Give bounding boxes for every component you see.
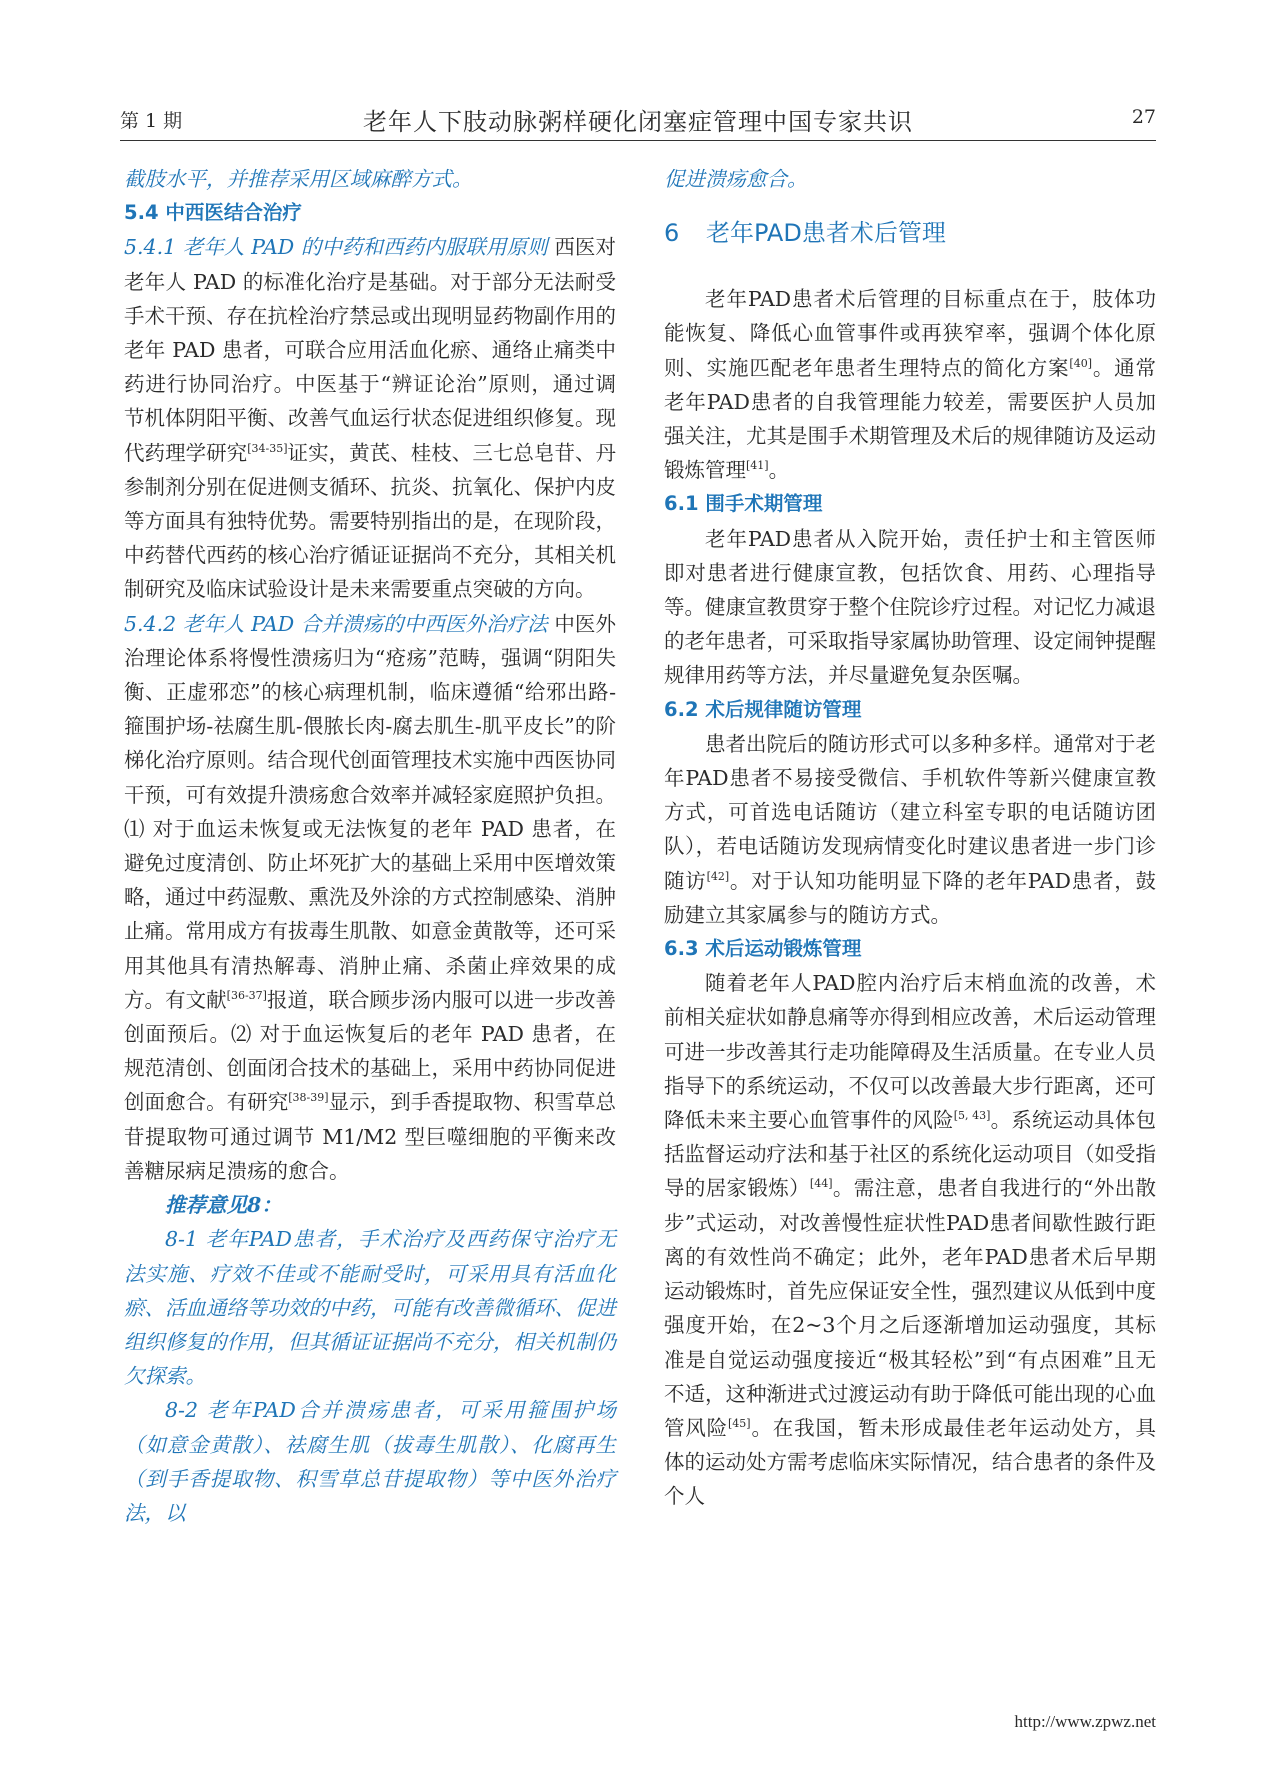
paragraph-text: 。在我国，暂未形成最佳老年运动处方，具体的运动处方需考虑临床实际情况，结合患者的条件及个人 <box>664 1415 1157 1509</box>
paragraph-6 <box>664 282 1156 487</box>
paragraph-text: 随着老年人PAD腔内治疗后末梢血流的改善，术前相关症状如静息痛等亦得到相应改善，术后运动管理可进一步改善其行走功能障碍及生活质量。在专业人员指导下的系统运动，不仅可以改善最大步行距离，还可降低未来主要心血管事件的风险 <box>664 971 1156 1133</box>
header-divider <box>120 140 1156 141</box>
paragraph-text: 患者出院后的随访形式可以多种多样。通常对于老年PAD患者不易接受微信、手机软件等新兴健康宣教方式，可首选电话随访（建立科室专职的电话随访团队），若电话随访发现病情变化时建议患者进一步门诊随访 <box>664 731 1156 893</box>
paragraph-text: 显示，到手香提取物、积雪草总苷提取物可通过调节 M1/M2 型巨噬细胞的平衡来改善糖尿病足溃疡的愈合。 <box>124 1090 617 1183</box>
paragraph-6-2 <box>664 727 1156 932</box>
citation[interactable]: [45] <box>728 1417 751 1431</box>
subsection-heading-5-4-2: 5.4.2 老年人 PAD 合并溃疡的中西医外治疗法 <box>124 611 548 636</box>
recommendation-title: 推荐意见8： <box>165 1193 282 1218</box>
section-heading-6-3: 6.3 术后运动锻炼管理 <box>664 937 862 961</box>
paragraph-text: 。系统运动具体包括监督运动疗法和基于社区的系统化运动项目（如受指导的居家锻炼） <box>664 1108 1157 1201</box>
citation[interactable]: [5, 43] <box>953 1109 991 1123</box>
paragraph-text: 西医对老年人 PAD 的标准化治疗是基础。对于部分无法耐受手术干预、存在抗栓治疗禁忌或出现明显药物副作用的老年 PAD 患者，可联合应用活血化瘀、通络止痛类中药进行协同治疗。中医基于“辨证论治”原则，通过调节机体阴阳平衡、改善气血运行状态促进组织修复。现代药理学研究 <box>124 235 616 465</box>
journal-article-title: 老年人下肢动脉粥样硬化闭塞症管理中国专家共识 <box>363 108 913 136</box>
citation[interactable]: [38-39] <box>288 1091 329 1105</box>
citation[interactable]: [44] <box>809 1177 833 1191</box>
section-heading-6-1: 6.1 围手术期管理 <box>664 492 823 516</box>
section-heading-6-2: 6.2 术后规律随访管理 <box>664 697 862 721</box>
paragraph-text: 证实，黄芪、桂枝、三七总皂苷、丹参制剂分别在促进侧支循环、抗炎、抗氧化、保护内皮等方面具有独特优势。需要特别指出的是，在现阶段，中药替代西药的核心治疗循证证据尚不充分，其相关机制研究及临床试验设计是未来需要重点突破的方向。 <box>124 440 617 602</box>
paragraph-6-1: 老年PAD患者从入院开始，责任护士和主管医师即对患者进行健康宣教，包括饮食、用药、心理指导等。健康宣教贯穿于整个住院诊疗过程。对记忆力减退的老年患者，可采取指导家属协助管理、设定闹钟提醒规律用药等方法，并尽量避免复杂医嘱。 <box>664 526 1156 688</box>
paragraph-text: 。 <box>768 458 790 483</box>
recommendation-continuation: 促进溃疡愈合。 <box>664 167 808 191</box>
recommendation-8-1: 8-1 老年PAD患者，手术治疗及西药保守治疗无法实施、疗效不佳或不能耐受时，可采用具有活血化瘀、活血通络等功效的中药，可能有改善微循环、促进组织修复的作用，但其循证证据尚不充分，相关机制仍欠探索。 <box>124 1227 616 1389</box>
subsection-heading-5-4-1: 5.4.1 老年人 PAD 的中药和西药内服联用原则 <box>124 235 548 260</box>
running-header <box>120 100 1156 140</box>
paragraph-continuation: 截肢水平，并推荐采用区域麻醉方式。 <box>124 167 473 191</box>
citation[interactable]: [41] <box>746 459 769 473</box>
citation[interactable]: [36-37] <box>226 989 267 1003</box>
paragraph-text: 。通常老年PAD患者的自我管理能力较差，需要医护人员加强关注，尤其是围手术期管理及术后的规律随访及运动锻炼管理 <box>664 355 1157 483</box>
section-number: 6 <box>664 219 680 248</box>
citation[interactable]: [40] <box>1069 356 1092 370</box>
section-title: 老年PAD患者术后管理 <box>706 219 946 248</box>
left-column <box>124 162 616 1530</box>
paragraph-text: 。需注意，患者自我进行的“外出散步”式运动，对改善慢性症状性PAD患者间歇性跛行距离的有效性尚不确定；此外，老年PAD患者术后早期运动锻炼时，首先应保证安全性，强烈建议从低到中度强度开始，在2~3个月之后逐渐增加运动强度，其标准是自觉运动强度接近“极其轻松”到“有点困难”且无不适，这种渐进式过渡运动有助于降低可能出现的心血管风险 <box>664 1176 1157 1440</box>
right-column <box>664 162 1156 1514</box>
footer-url[interactable]: http://www.zpwz.net <box>1014 1712 1156 1731</box>
citation[interactable]: [42] <box>706 869 730 883</box>
citation[interactable]: [34-35] <box>247 441 288 455</box>
issue-label: 第 1 期 <box>120 110 183 132</box>
page-number: 27 <box>1131 106 1156 128</box>
paragraph-text: 中医外治理论体系将慢性溃疡归为“疮疡”范畴，强调“阴阳失衡、正虚邪恋”的核心病理机制，临床遵循“给邪出路-箍围护场-祛腐生肌-偎脓长肉-腐去肌生-肌平皮长”的阶梯化治疗原则。结合现代创面管理技术实施中西医协同干预，可有效提升溃疡愈合效率并减轻家庭照护负担。⑴ 对于血运未恢复或无法恢复的老年 PAD 患者，在避免过度清创、防止坏死扩大的基础上采用中医增效策略，通过中药湿敷、熏洗及外涂的方式控制感染、消肿止痛。常用成方有拔毒生肌散、如意金黄散等，还可采用其他具有清热解毒、消肿止痛、杀菌止痒效果的成方。有文献 <box>124 611 616 1012</box>
paragraph-text: 报道，联合顾步汤内服可以进一步改善创面预后。⑵ 对于血运恢复后的老年 PAD 患者，在规范清创、创面闭合技术的基础上，采用中药协同促进创面愈合。有研究 <box>124 987 617 1115</box>
paragraph-6-3 <box>664 966 1156 1513</box>
paragraph-5-4-2 <box>124 607 616 1188</box>
paragraph-text: 老年PAD患者术后管理的目标重点在于，肢体功能恢复、降低心血管事件或再狭窄率，强调个体化原则、实施匹配老年患者生理特点的简化方案 <box>664 287 1156 380</box>
recommendation-8-2: 8-2 老年PAD合并溃疡患者，可采用箍围护场（如意金黄散）、祛腐生肌（拔毒生肌散）、化腐再生（到手香提取物、积雪草总苷提取物）等中医外治疗法，以 <box>124 1398 616 1525</box>
paragraph-5-4-1 <box>124 230 616 606</box>
section-heading-6 <box>664 216 1156 250</box>
section-heading-5-4: 5.4 中西医结合治疗 <box>124 201 302 225</box>
paragraph-text: 。对于认知功能明显下降的老年PAD患者，鼓励建立其家属参与的随访方式。 <box>664 868 1157 927</box>
